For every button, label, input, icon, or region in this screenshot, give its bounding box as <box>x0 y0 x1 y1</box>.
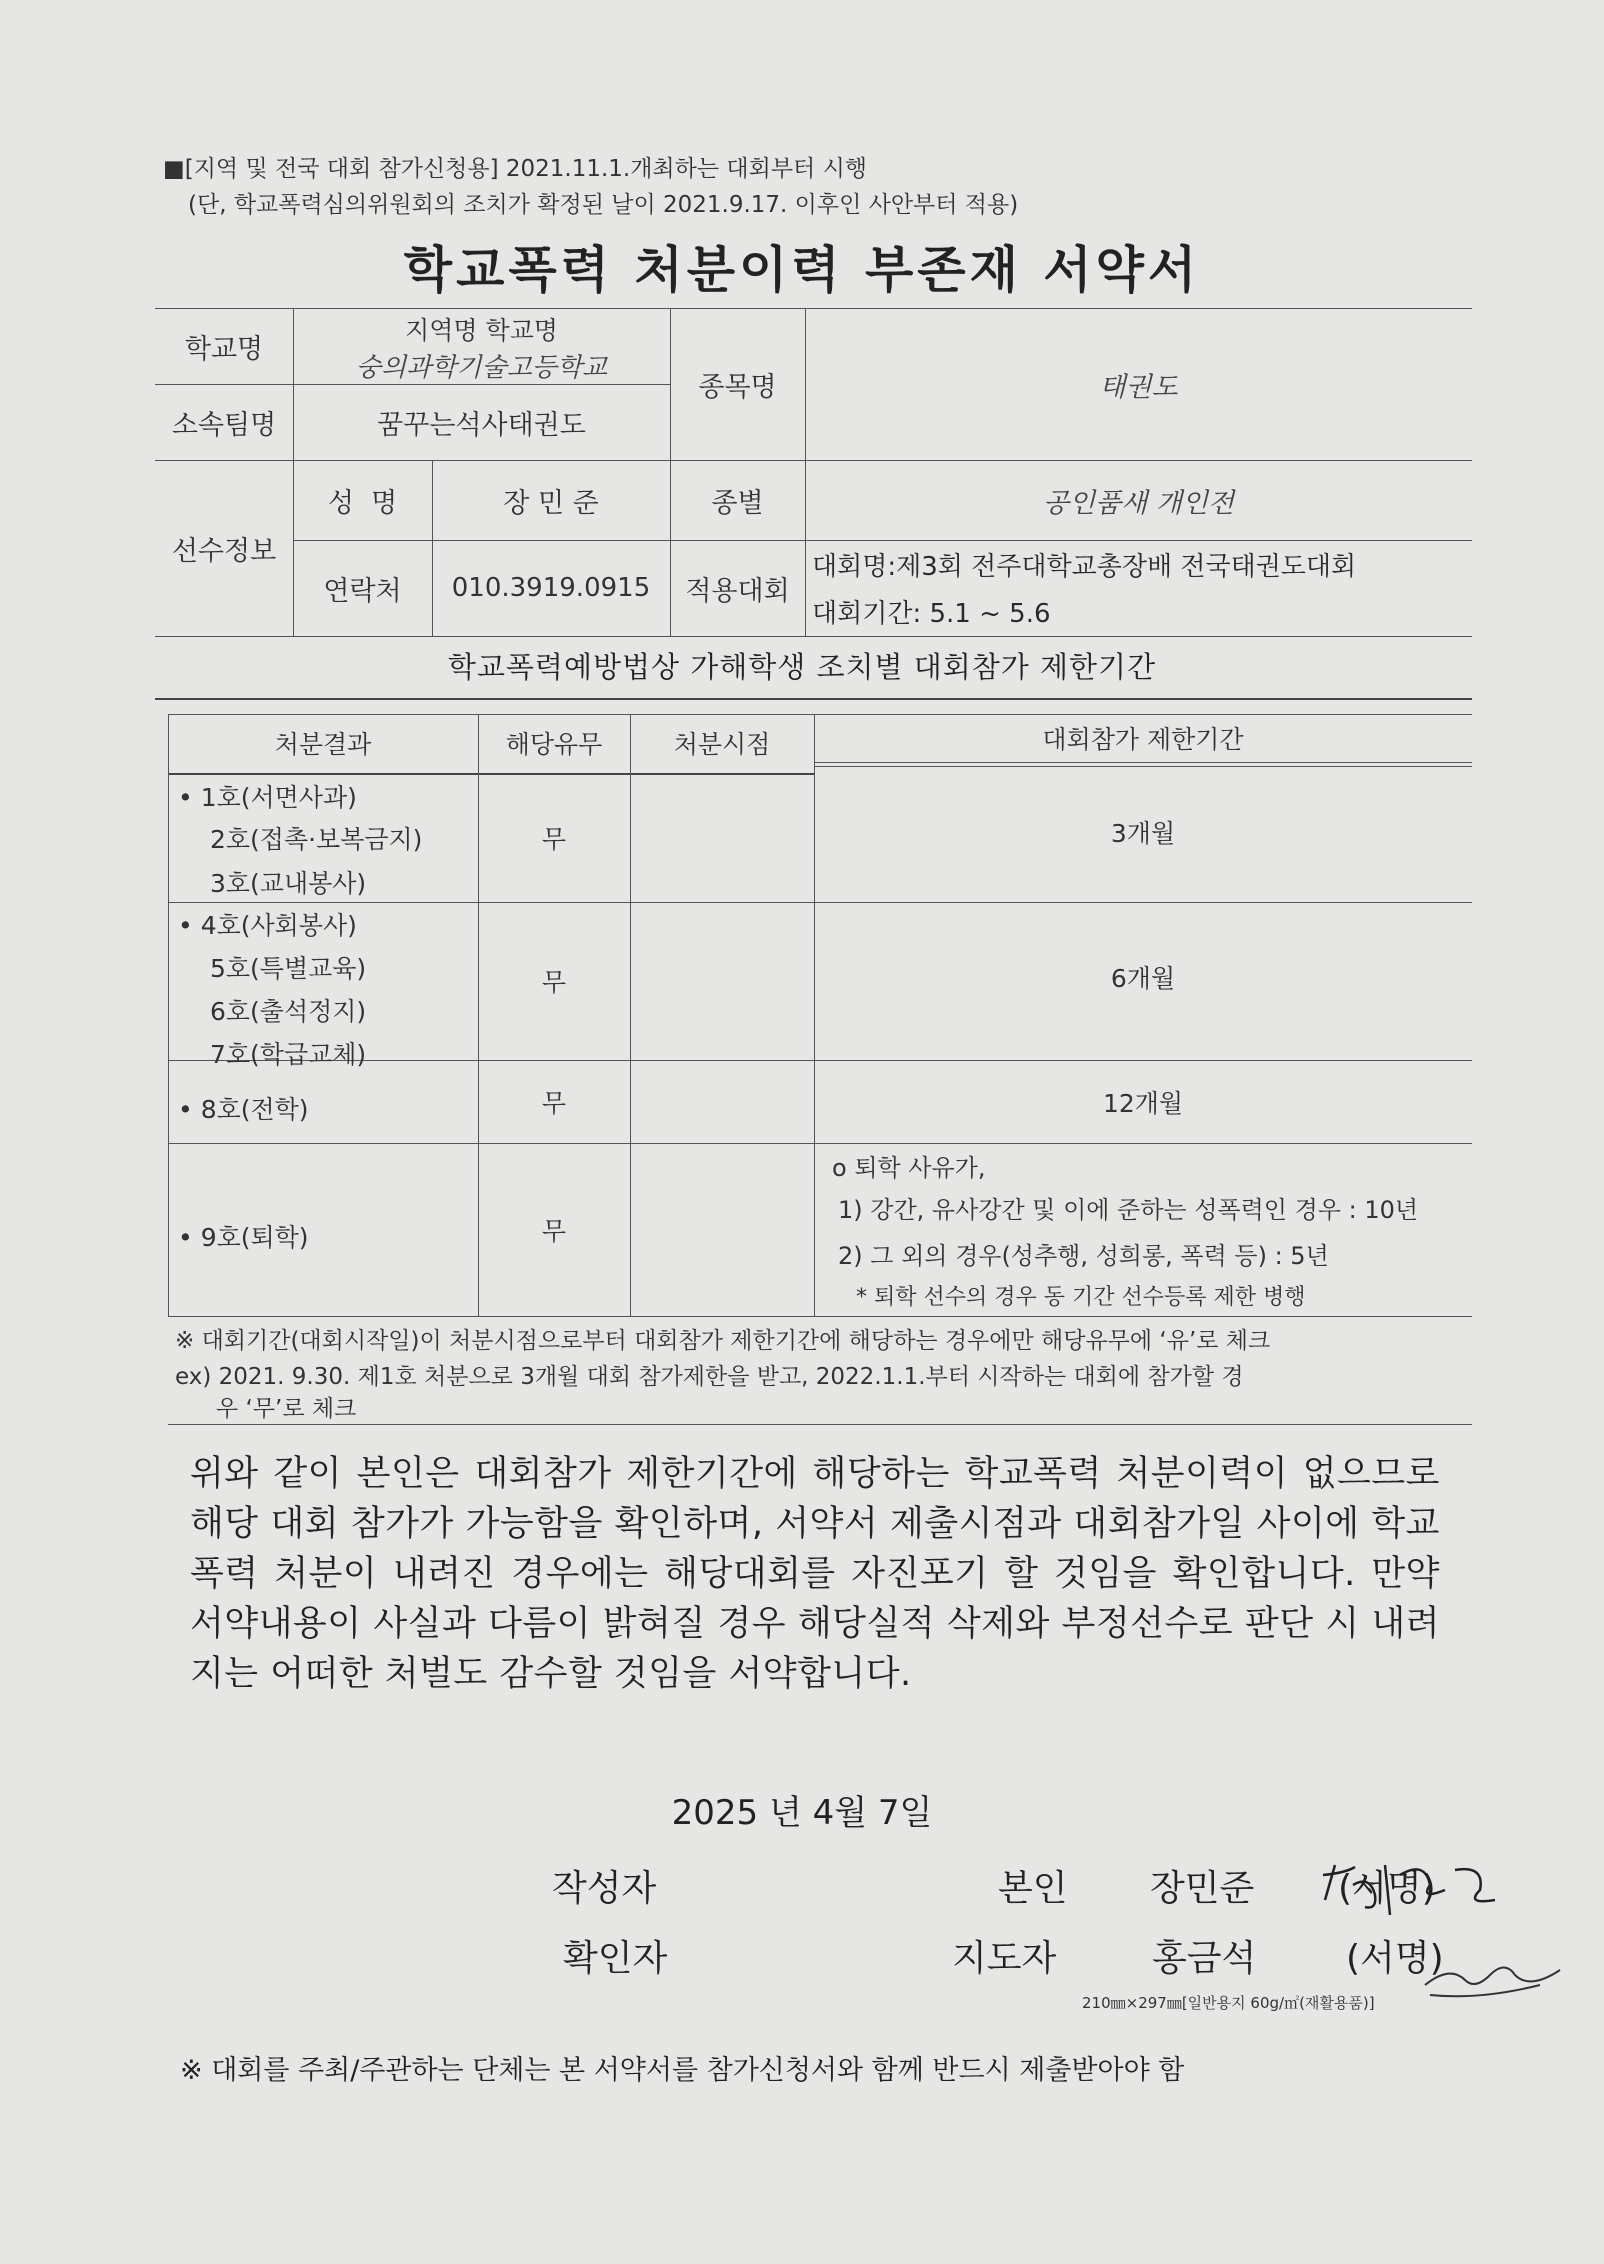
list-item: • 8호(전학) <box>178 1095 309 1124</box>
time-value <box>630 1143 814 1316</box>
self-sign-label: (서명) <box>1338 1868 1436 1909</box>
note-2a: ex) 2021. 9.30. 제1호 처분으로 3개월 대회 참가제한을 받고, 2022.1.1.부터 시작하는 대회에 참가할 경 <box>175 1364 1244 1390</box>
coach-sign-label: (서명) <box>1346 1938 1444 1979</box>
applied-line-2: 대회기간: 5.1 ~ 5.6 <box>812 599 1051 629</box>
list-item: 5호(특별교육) <box>210 954 367 983</box>
applied-label: 적용대회 <box>685 575 790 607</box>
self-label: 본인 <box>998 1868 1068 1909</box>
limit-value: 12개월 <box>1102 1088 1184 1118</box>
checker-label: 확인자 <box>563 1938 668 1979</box>
list-item: • 1호(서면사과) <box>178 783 357 812</box>
list-item: • 9호(퇴학) <box>178 1223 309 1252</box>
coach-label: 지도자 <box>952 1938 1057 1979</box>
time-value <box>630 774 814 902</box>
event-value: 태권도 <box>1099 371 1178 403</box>
applicable-value: 무 <box>541 968 567 997</box>
team-value: 꿈꾸는석사태권도 <box>377 409 586 441</box>
document-date: 2025 년 4월 7일 <box>671 1793 933 1833</box>
time-value <box>630 1060 814 1143</box>
list-item: 3호(교내봉사) <box>210 869 367 898</box>
paper-spec: 210㎜×297㎜[일반용지 60g/㎡(재활용품)] <box>1082 1994 1375 2012</box>
team-label: 소속팀명 <box>171 409 277 441</box>
pledge-body: 위와 같이 본인은 대회참가 제한기간에 해당하는 학교폭력 처분이력이 없으므로 해당 대회 참가가 가능함을 확인하며, 서약서 제출시점과 대회참가일 사이에 학교폭력 처분이 내려진 경우에는 해당대회를 자진포기 할 것임을 확인합니다. 만약 서약내용이 사실과 다름이 밝혀질 경우 해당실적 삭제와 부정선수로 판단 시 내려지는 어떠한 처벌도 감수할 것임을 서약합니다. <box>190 1454 1440 1694</box>
header-time: 처분시점 <box>673 730 771 759</box>
applicable-value: 무 <box>541 825 567 854</box>
player-label: 선수정보 <box>171 535 277 567</box>
contact-value: 010.3919.0915 <box>451 573 651 603</box>
event-label: 종목명 <box>698 371 777 403</box>
note-1: ※ 대회기간(대회시작일)이 처분시점으로부터 대회참가 제한기간에 해당하는 경우에만 해당유무에 ‘유’로 체크 <box>175 1328 1271 1354</box>
list-item: 6호(출석정지) <box>210 997 367 1026</box>
limit-value: 3개월 <box>1110 819 1176 848</box>
header-result: 처분결과 <box>274 730 372 759</box>
school-value: 숭의과학기술고등학교 <box>355 352 608 383</box>
list-item: 7호(학급교체) <box>210 1040 367 1069</box>
list-item: • 4호(사회봉사) <box>178 911 357 940</box>
limit-value: 6개월 <box>1110 964 1176 993</box>
class-value: 공인품새 개인전 <box>1042 487 1235 519</box>
restriction-subtitle: 학교폭력예방법상 가해학생 조치별 대회참가 제한기간 <box>447 650 1157 684</box>
notice-line-2: (단, 학교폭력심의위원회의 조치가 확정된 날이 2021.9.17. 이후인 사안부터 적용) <box>188 192 1019 218</box>
self-name: 장민준 <box>1150 1868 1255 1909</box>
limit-line: 2) 그 외의 경우(성추행, 성희롱, 폭력 등) : 5년 <box>838 1242 1329 1270</box>
school-hint: 지역명 학교명 <box>405 316 558 345</box>
self-signature-drawing <box>1315 1845 1515 1925</box>
limit-line: o 퇴학 사유가, <box>832 1154 986 1182</box>
contact-label: 연락처 <box>323 575 402 607</box>
list-item: 2호(접촉·보복금지) <box>210 825 423 854</box>
applicable-value: 무 <box>541 1216 567 1246</box>
name-value: 장 민 준 <box>503 487 599 519</box>
limit-line: 1) 강간, 유사강간 및 이에 준하는 성폭력인 경우 : 10년 <box>838 1196 1419 1224</box>
header-applicable: 해당유무 <box>505 730 603 759</box>
time-value <box>630 902 814 1060</box>
limit-line: * 퇴학 선수의 경우 동 기간 선수등록 제한 병행 <box>856 1285 1306 1310</box>
class-label: 종별 <box>711 487 764 519</box>
note-2b: 우 ‘무’로 체크 <box>216 1396 357 1422</box>
applied-line-1: 대회명:제3회 전주대학교총장배 전국태권도대회 <box>812 552 1357 582</box>
applicable-value: 무 <box>541 1088 567 1118</box>
writer-label: 작성자 <box>552 1868 657 1909</box>
footer-note: ※ 대회를 주최/주관하는 단체는 본 서약서를 참가신청서와 함께 반드시 제출받아야 함 <box>180 2055 1185 2086</box>
header-limit: 대회참가 제한기간 <box>1042 725 1244 754</box>
coach-name: 홍금석 <box>1152 1938 1257 1979</box>
document-title: 학교폭력 처분이력 부존재 서약서 <box>403 241 1201 299</box>
coach-signature-drawing <box>1420 1945 1570 2005</box>
name-label: 성 명 <box>327 487 398 519</box>
notice-line-1: ■[지역 및 전국 대회 참가신청용] 2021.11.1.개최하는 대회부터 시행 <box>163 156 868 182</box>
school-label: 학교명 <box>184 333 264 365</box>
